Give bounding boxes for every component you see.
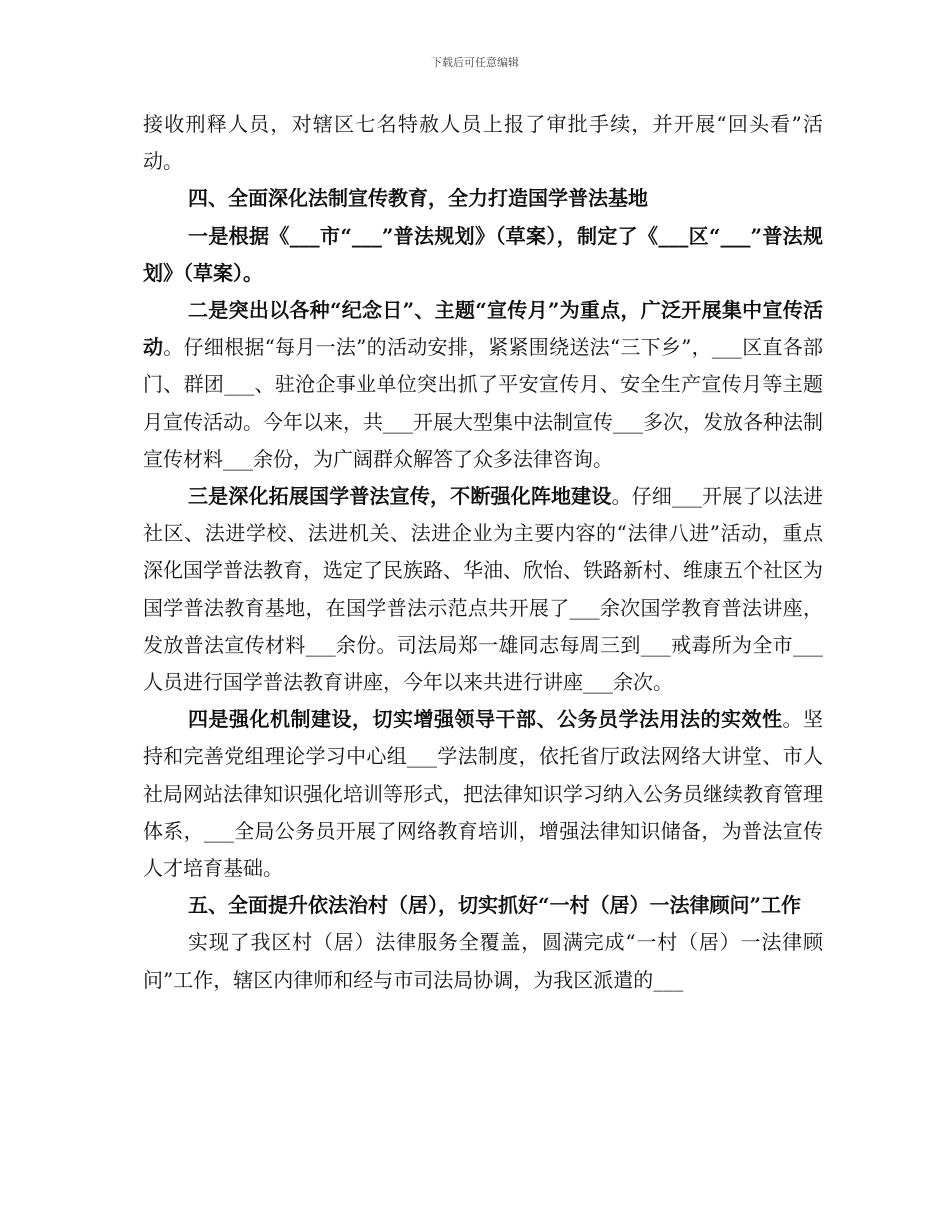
paragraph-last: 实现了我区村（居）法律服务全覆盖，圆满完成“一村（居）一法律顾问”工作，辖区内律师和经与市司法局协调，为我区派遣的___ — [143, 930, 823, 992]
paragraph-two-lead: 二是突出以各种“纪念日”、主题“宣传月”为重点，广泛开展集中宣传活动 — [143, 298, 823, 360]
paragraph-three-lead: 三是深化拓展国学普法宣传，不断强化阵地建设 — [188, 484, 612, 509]
paragraph-four-lead: 四是强化机制建设，切实增强领导干部、公务员学法用法的实效性 — [188, 707, 783, 732]
paragraph-three-body: 。仔细___开展了以法进社区、法进学校、法进机关、法进企业为主要内容的“法律八进”活动，重点深化国学普法教育，选定了民族路、华油、欣怡、铁路新村、维康五个社区为国学普法教育基地，在国学普法示范点共开展了___余次国学教育普法讲座，发放普法宣传材料___余份。司法局郑一雄同志每周三到___戒毒所为全市___人员进行国学普法教育讲座，今年以来共进行讲座___余次。 — [143, 484, 824, 695]
section-heading-4: 四、全面深化法制宣传教育，全力打造国学普法基地 — [188, 186, 648, 211]
document-body — [143, 106, 823, 999]
section-heading-5: 五、全面提升依法治村（居），切实抓好“一村（居）一法律顾问”工作 — [188, 893, 802, 918]
paragraph-two — [143, 292, 823, 478]
paragraph-continuation: 接收刑释人员，对辖区七名特赦人员上报了审批手续，并开展“回头看”活动。 — [143, 112, 823, 174]
paragraph-one: 一是根据《___市“___”普法规划》（草案），制定了《___区“___”普法规划》（草案）。 — [143, 223, 823, 285]
paragraph-four-body: 。坚持和完善党组理论学习中心组___学法制度，依托省厅政法网络大讲堂、市人社局网站法律知识强化培训等形式，把法律知识学习纳入公务员继续教育管理体系，___全局公务员开展了网络教育培训，增强法律知识储备，为普法宣传人才培育基础。 — [143, 707, 823, 881]
paragraph-two-body: 。仔细根据“每月一法”的活动安排，紧紧围绕送法“三下乡”，___区直各部门、群团___、驻沧企事业单位突出抓了平安宣传月、安全生产宣传月等主题月宣传活动。今年以来，共___开展大型集中法制宣传___多次，发放各种法制宣传材料___余份，为广阔群众解答了众多法律咨询。 — [143, 335, 824, 471]
paragraph-three — [143, 478, 823, 701]
paragraph-four — [143, 701, 823, 887]
page-header: 下载后可任意编辑 — [431, 56, 519, 69]
